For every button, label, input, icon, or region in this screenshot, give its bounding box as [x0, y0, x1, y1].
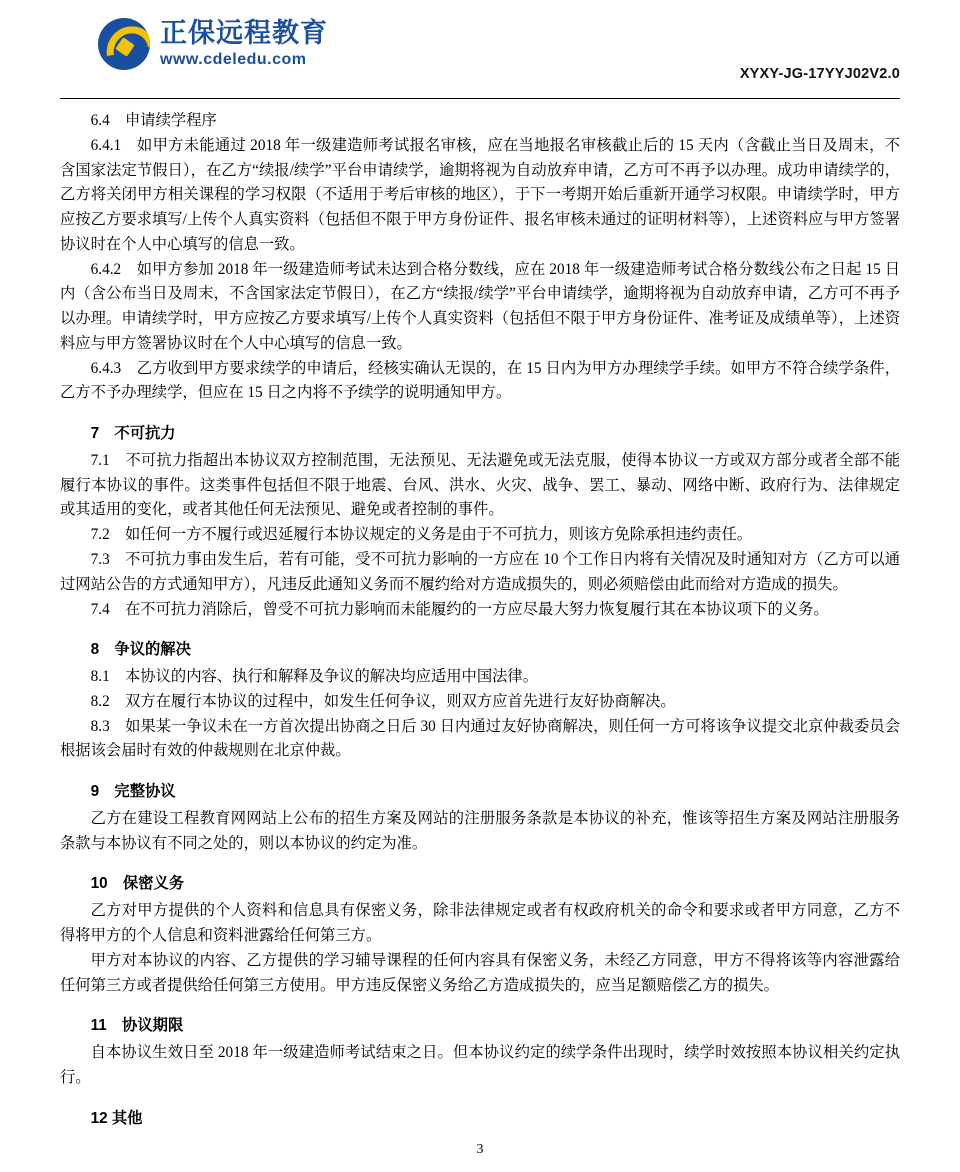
- brand-url: www.cdeledu.com: [160, 51, 307, 69]
- page-header: [60, 18, 900, 96]
- brand-name: 正保远程教育: [160, 17, 328, 48]
- paragraph-6-4-3: 6.4.3 乙方收到甲方要求续学的申请后，经核实确认无误的，在 15 日内为甲方办理续学手续。如甲方不符合续学条件，乙方不予办理续学，但应在 15 日之内将不予续学的说明通知甲方。: [60, 359, 900, 402]
- paragraph-11-1: 自本协议生效日至 2018 年一级建造师考试结束之日。但本协议约定的续学条件出现时，续学时效按照本协议相关约定执行。: [60, 1044, 900, 1086]
- paragraph-8-3: 8.3 如果某一争议未在一方首次提出协商之日后 30 日内通过友好协商解决，则任何一方可将该争议提交北京仲裁委员会根据该会届时有效的仲裁规则在北京仲裁。: [60, 717, 900, 760]
- paragraph-10-2: 甲方对本协议的内容、乙方提供的学习辅导课程的任何内容具有保密义务，未经乙方同意，甲方不得将该等内容泄露给任何第三方或者提供给任何第三方使用。甲方违反保密义务给乙方造成损失的，应当足额赔偿乙方的损失。: [60, 951, 900, 994]
- document-body: [60, 99, 900, 1131]
- section-9-title: 9 完整协议: [90, 783, 176, 801]
- paragraph-6-4-2: 6.4.2 如甲方参加 2018 年一级建造师考试未达到合格分数线，应在 2018 年一级建造师考试合格分数线公布之日起 15 日内（含公布当日及周末，不含国家法定节假日），在乙方“续报/续学”平台申请续学，逾期将视为自动放弃申请，乙方可不再予以办理。申请续学时，甲方应按乙方要求填写/上传个人真实资料（包括但不限于甲方身份证件、准考证及成绩单等），上述资料应与甲方签署协议时在个人中心填写的信息一致。: [60, 260, 900, 352]
- paragraph-9-1: 乙方在建设工程教育网网站上公布的招生方案及网站的注册服务条款是本协议的补充，惟该等招生方案及网站注册服务条款与本协议有不同之处的，则以本协议的约定为准。: [60, 809, 900, 852]
- paragraph-10-1: 乙方对甲方提供的个人资料和信息具有保密义务，除非法律规定或者有权政府机关的命令和要求或者甲方同意，乙方不得将甲方的个人信息和资料泄露给任何第三方。: [60, 902, 900, 944]
- paragraph-7-3: 7.3 不可抗力事由发生后，若有可能，受不可抗力影响的一方应在 10 个工作日内将有关情况及时通知对方（乙方可以通过网站公告的方式通知甲方），凡违反此通知义务而不履约给对方造成损失的，则必须赔偿由此而给对方造成的损失。: [60, 551, 900, 593]
- paragraph-8-2: 8.2 双方在履行本协议的过程中，如发生任何争议，则双方应首先进行友好协商解决。: [90, 692, 676, 710]
- brand-logo: [60, 18, 328, 70]
- paragraph-7-4: 7.4 在不可抗力消除后，曾受不可抗力影响而未能履约的一方应尽最大努力恢复履行其在本协议项下的义务。: [90, 600, 829, 618]
- paragraph-7-1: 7.1 不可抗力指超出本协议双方控制范围，无法预见、无法避免或无法克服，使得本协议一方或双方部分或者全部不能履行本协议的事件。这类事件包括但不限于地震、台风、洪水、火灾、战争、罢工、暴动、网络中断、政府行为、法律规定或其适用的变化，或者其他任何无法预见、避免或者控制的事件。: [60, 451, 900, 519]
- document-code: XYXY-JG-17YYJ02V2.0: [739, 66, 900, 82]
- brand-text: [160, 19, 328, 69]
- section-7-title: 7 不可抗力: [90, 425, 176, 443]
- page-number: 3: [476, 1142, 484, 1157]
- section-6-4-title: 6.4 申请续学程序: [90, 112, 217, 129]
- logo-icon: [98, 18, 150, 70]
- paragraph-8-1: 8.1 本协议的内容、执行和解释及争议的解决均应适用中国法律。: [90, 668, 539, 686]
- paragraph-7-2: 7.2 如任何一方不履行或迟延履行本协议规定的义务是由于不可抗力，则该方免除承担违约责任。: [90, 526, 753, 544]
- paragraph-6-4-1: 6.4.1 如甲方未能通过 2018 年一级建造师考试报名审核，应在当地报名审核截止后的 15 天内（含截止当日及周末，不含国家法定节假日），在乙方“续报/续学”平台申请续学，逾期将视为自动放弃申请，乙方可不再予以办理。成功申请续学的，乙方将关闭甲方相关课程的学习权限（不适用于考后审核的地区），于下一考期开始后重新开通学习权限。申请续学时，甲方应按乙方要求填写/上传个人真实资料（包括但不限于甲方身份证件、报名审核未通过的证明材料等），上述资料应与甲方签署协议时在个人中心填写的信息一致。: [60, 136, 900, 253]
- section-8-title: 8 争议的解决: [90, 641, 191, 659]
- section-12-title: 12 其他: [90, 1109, 143, 1127]
- section-10-title: 10 保密义务: [90, 875, 185, 893]
- section-11-title: 11 协议期限: [90, 1017, 184, 1035]
